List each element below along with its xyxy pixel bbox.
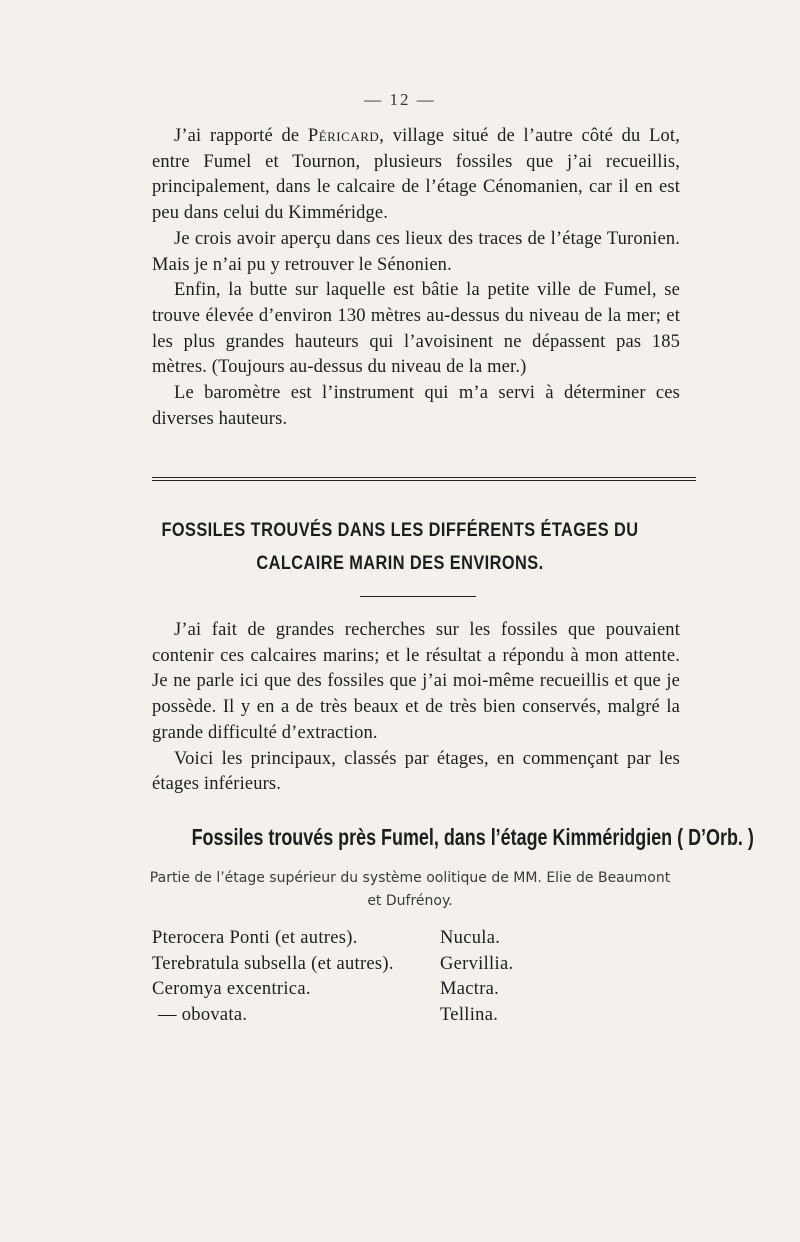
research-paragraph-2: Voici les principaux, classés par étages, en commençant par les étages inférieurs. [152,748,680,795]
species-item: — obovata. [158,1004,248,1025]
intro-paragraph-2: Je crois avoir aperçu dans ces lieux des traces de l’étage Turonien. Mais je n’ai pu y retrouver le Sénonien. [152,228,680,275]
species-item: Terebratula subsella (et autres). [152,953,394,974]
species-item: Pterocera Ponti (et autres). [152,928,358,948]
section-divider [152,477,696,481]
heading-rule [360,596,476,597]
intro-paragraph-3: Enfin, la butte sur laquelle est bâtie la petite ville de Fumel, se trouve élevée d’environ 130 mètres au-dessus du niveau de la mer; et les plus grandes hauteurs qui l’avoisinent ne dépassent pas 185 mètres. (Toujours au-dessus du niveau de la mer.) [152,280,680,378]
stage-note-line-1: Partie de l’étage supérieur du système oolitique de MM. Elie de Beaumont [149,870,671,886]
intro-p1-start: J’ai rapporté de [174,126,308,146]
research-paragraph-1: J’ai fait de grandes recherches sur les fossiles que pouvaient contenir ces calcaires marins; et le résultat a répondu à mon attente. Je ne parle ici que des fossiles que j’ai moi-même recueillis et que je possède. Il y en a de très beaux et de très bien conservés, malgré la grande difficulté d’extraction. [152,620,680,743]
intro-paragraph-1 [152,124,680,227]
intro-paragraph-4: Le baromètre est l’instrument qui m’a servi à déterminer ces diverses hauteurs. [152,383,680,429]
section-heading-line-2: CALCAIRE MARIN DES ENVIRONS. [256,553,544,574]
page-number: — 12 — [364,90,436,109]
intro-text [152,124,680,432]
species-list-left [152,926,452,1028]
species-item: Mactra. [440,979,500,999]
stage-note [120,867,700,913]
research-text [152,618,680,798]
stage-note-line-2: et Dufrénoy. [367,893,453,909]
species-item: Nucula. [440,928,501,948]
kimmeridgian-heading: Fossiles trouvés près Fumel, dans l’étage Kimméridgien ( D’Orb. ) [191,824,754,850]
place-name-pericard: Péricard [307,126,380,146]
species-item: Ceromya excentrica. [152,979,311,999]
section-heading-line-1: FOSSILES TROUVÉS DANS LES DIFFÉRENTS ÉTAGES DU [161,520,639,541]
species-item: Tellina. [440,1004,499,1025]
section-heading [159,514,641,580]
intro-p1-rest: , village situé de l’autre côté du Lot, entre Fumel et Tournon, plusieurs fossiles que j’ai recueillis, principalement, dans le calcaire de l’étage Cénomanien, car il en est peu dans celui du Kimméridge. [152,126,680,224]
species-item: Gervillia. [440,953,514,974]
species-list-right [440,926,640,1028]
